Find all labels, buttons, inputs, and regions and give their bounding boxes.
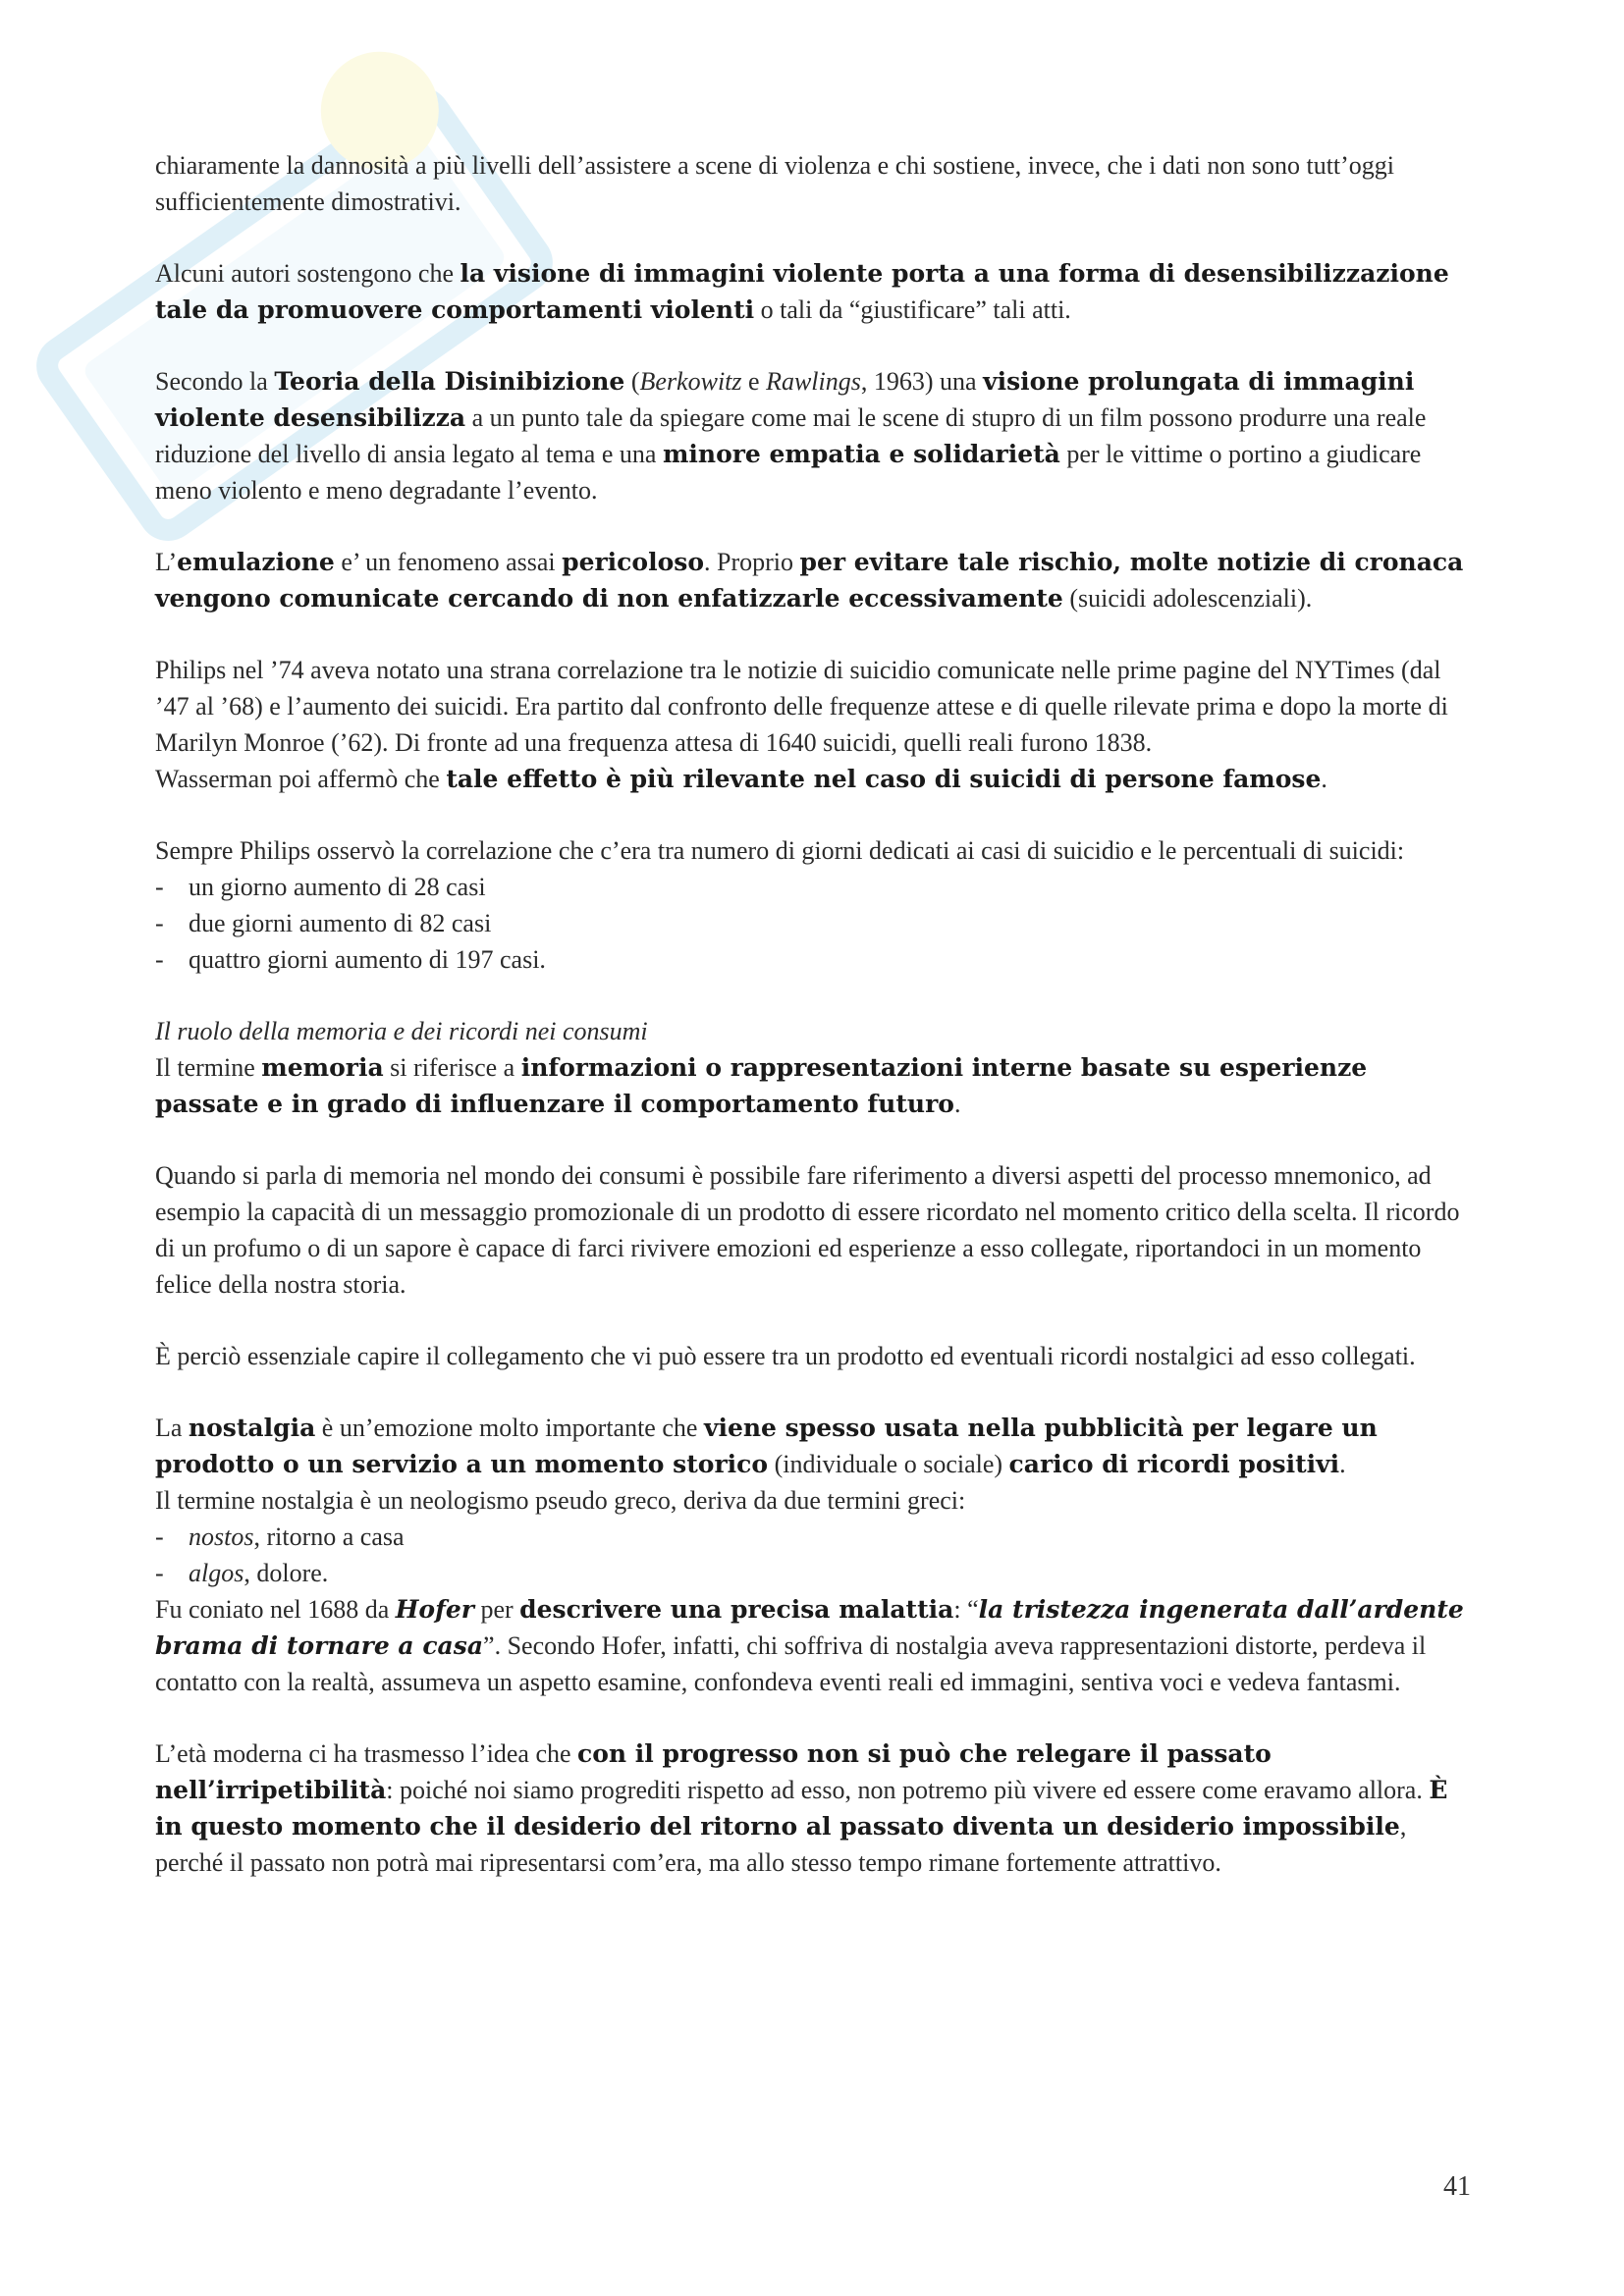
text: : “ <box>953 1595 979 1624</box>
correlation-list <box>155 869 1476 978</box>
bold-text: con il progresso non si può che relegare il passato nell’irripetibilità <box>155 1739 1272 1804</box>
paragraph-memory-definition <box>155 1049 1476 1122</box>
italic-text: nostos <box>189 1522 254 1551</box>
paragraph-intro <box>155 147 1476 220</box>
page-number: 41 <box>1443 2171 1471 2202</box>
text: Wasserman poi affermò che <box>155 765 447 793</box>
bold-italic-text: Hofer <box>395 1595 474 1624</box>
text: ( <box>624 367 640 396</box>
list-item <box>155 1555 1476 1591</box>
text: , perché il passato non potrà mai ripresentarsi com’era, ma allo stesso tempo rimane fortemente attrattivo. <box>155 1812 1407 1877</box>
bold-text: emulazione <box>177 548 335 576</box>
text: È perciò essenziale capire il collegamento che vi può essere tra un prodotto ed eventuali ricordi nostalgici ad esso collegati. <box>155 1342 1416 1370</box>
text: . <box>1339 1450 1346 1478</box>
text: e <box>741 367 767 396</box>
bold-italic-text: la tristezza ingenerata dall’ardente brama di tornare a casa <box>155 1595 1464 1660</box>
text: Sempre Philips osservò la correlazione che c’era tra numero di giorni dedicati ai casi di suicidio e le percentuali di suicidi: <box>155 836 1405 865</box>
paragraph-disinhibition-theory <box>155 363 1476 508</box>
text: Quando si parla di memoria nel mondo dei consumi è possibile fare riferimento a diversi aspetti del processo mnemonico, ad esempio la capacità di un messaggio promozionale di un prodotto di essere ricordato nel momento critico della scelta. Il ricordo di un profumo o di un sapore è capace di farci rivivere emozioni ed esperienze a esso collegate, riportandoci in un momento felice della nostra storia. <box>155 1161 1460 1299</box>
text: a un punto tale da spiegare come mai le scene di stupro di un film possono produrre una reale riduzione del livello di ansia legato al tema e una <box>155 403 1427 468</box>
bold-text: carico di ricordi positivi <box>1008 1450 1340 1478</box>
bold-text: descrivere una precisa malattia <box>519 1595 954 1624</box>
text: è un’emozione molto importante che <box>315 1414 704 1442</box>
text: , dolore. <box>244 1559 329 1587</box>
text: L’ <box>155 548 178 576</box>
italic-text: Berkowitz <box>639 367 742 396</box>
text: Il termine nostalgia è un neologismo pseudo greco, deriva da due termini greci: <box>155 1486 966 1515</box>
text: ”. Secondo Hofer, infatti, chi soffriva di nostalgia aveva rappresentazioni distorte, perdeva il contatto con la realtà, assumeva un aspetto esamine, confondeva eventi reali ed immagini, sentiva voci e vedeva fantasmi. <box>155 1631 1427 1696</box>
bold-text: memoria <box>261 1053 384 1082</box>
bold-text: per evitare tale rischio, molte notizie di cronaca vengono comunicate cercando di non enfatizzarle eccessivamente <box>155 548 1464 613</box>
bold-text: pericoloso <box>562 548 704 576</box>
paragraph-nostalgic-link <box>155 1338 1476 1374</box>
list-item <box>155 1519 1476 1555</box>
bold-text: È in questo momento che il desiderio del ritorno al passato diventa un desiderio impossibile <box>155 1776 1448 1841</box>
text: . <box>1321 765 1327 793</box>
bold-text: tale effetto è più rilevante nel caso di suicidi di persone famose <box>446 765 1322 793</box>
greek-terms-list <box>155 1519 1476 1591</box>
text: Alcuni autori sostengono che <box>155 259 460 288</box>
paragraph-correlation <box>155 832 1476 869</box>
text: Philips nel ’74 aveva notato una strana correlazione tra le notizie di suicidio comunicate nelle prime pagine del NYTimes (dal ’47 al ’68) e l’aumento dei suicidi. Era partito dal confronto delle frequenze attese e di quelle rilevate prima e dopo la morte di Marilyn Monroe (’62). Di fronte ad una frequenza attesa di 1640 suicidi, quelli reali furono 1838. <box>155 656 1448 757</box>
paragraph-nostalgia <box>155 1410 1476 1519</box>
text: . <box>953 1090 961 1118</box>
text: e’ un fenomeno assai <box>334 548 563 576</box>
text: Fu coniato nel 1688 da <box>155 1595 396 1624</box>
text: (individuale o sociale) <box>768 1450 1009 1478</box>
italic-text: algos <box>189 1559 244 1587</box>
paragraph-desensitization <box>155 255 1476 328</box>
paragraph-philips <box>155 652 1476 797</box>
bold-text: la visione di immagini violente porta a una forma di desensibilizzazione tale da promuovere comportamenti violenti <box>155 259 1449 324</box>
bold-text: Teoria della Disinibizione <box>274 367 625 396</box>
text: (suicidi adolescenziali). <box>1062 584 1313 613</box>
text: per <box>473 1595 520 1624</box>
bold-text: minore empatia e solidarietà <box>662 440 1060 468</box>
paragraph-emulation <box>155 544 1476 616</box>
text: o tali da “giustificare” tali atti. <box>754 295 1071 324</box>
list-item: - quattro giorni aumento di 197 casi. <box>155 941 1476 978</box>
paragraph-hofer <box>155 1591 1476 1700</box>
section-heading: Il ruolo della memoria e dei ricordi nei consumi <box>155 1017 648 1045</box>
list-item: - due giorni aumento di 82 casi <box>155 905 1476 941</box>
paragraph-modern-age <box>155 1735 1476 1881</box>
paragraph-memory-consumption <box>155 1157 1476 1303</box>
text: per le vittime o portino a giudicare meno violento e meno degradante l’evento. <box>155 440 1422 505</box>
bold-text: viene spesso usata nella pubblicità per legare un prodotto o un servizio a un momento storico <box>155 1414 1378 1478</box>
italic-text: Rawlings <box>766 367 861 396</box>
text: La <box>155 1414 189 1442</box>
document-body <box>155 147 1476 1916</box>
text: . Proprio <box>704 548 800 576</box>
text: , 1963) una <box>860 367 984 396</box>
text: Il termine <box>155 1053 262 1082</box>
bold-text: visione prolungata di immagini violente desensibilizza <box>155 367 1415 432</box>
text: : poiché noi siamo progrediti rispetto ad esso, non potremo più vivere ed essere come eravamo allora. <box>386 1776 1430 1804</box>
text: chiaramente la dannosità a più livelli dell’assistere a scene di violenza e chi sostiene, invece, che i dati non sono tutt’oggi sufficientemente dimostrativi. <box>155 151 1395 216</box>
text: Secondo la <box>155 367 275 396</box>
bold-text: nostalgia <box>188 1414 316 1442</box>
list-item: - un giorno aumento di 28 casi <box>155 869 1476 905</box>
text: L’età moderna ci ha trasmesso l’idea che <box>155 1739 578 1768</box>
text: si riferisce a <box>383 1053 521 1082</box>
bold-text: informazioni o rappresentazioni interne basate su esperienze passate e in grado di influenzare il comportamento futuro <box>155 1053 1368 1118</box>
text: , ritorno a casa <box>253 1522 405 1551</box>
